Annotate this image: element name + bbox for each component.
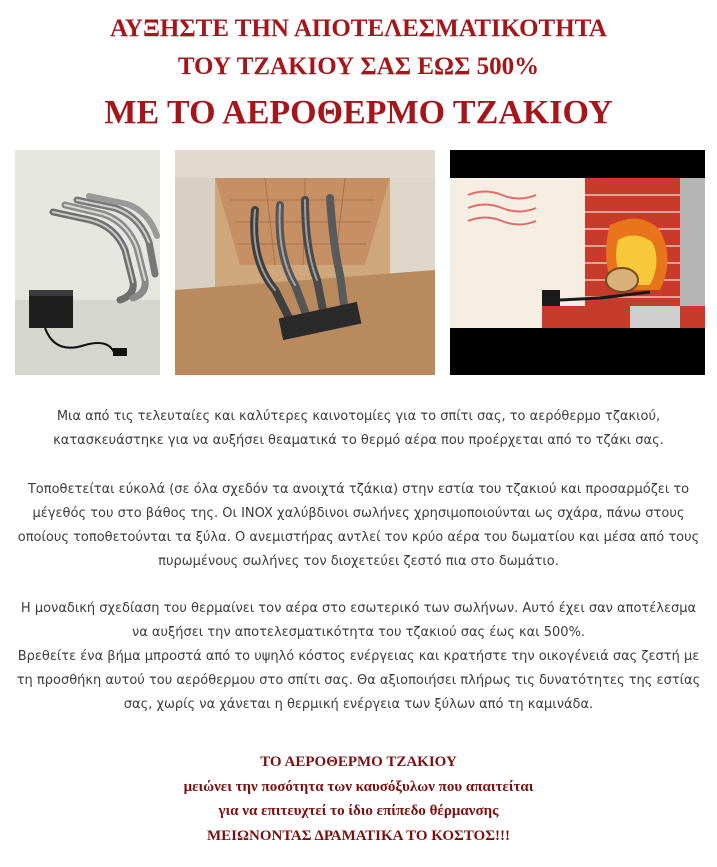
headline-line-2: ΤΟΥ ΤΖΑΚΙΟΥ ΣΑΣ ΕΩΣ 500% xyxy=(177,53,540,80)
body-paragraph-2: Τοποθετείται εύκολά (σε όλα σχεδόν τα ανοιχτά τζάκια) στην εστία του τζακιού και προσαρμόζει το μέγεθός του στο βάθος της. Οι INOX χαλύβδινοι σωλήνες χρησιμοποιούνται ως σχάρα, πάνω στους οποίους τοποθετούνται τα ξύλα. Ο ανεμιστήρας αντλεί τον κρύο αέρα του δωματίου και μέσα από τους πυρωμένους σωλήνες τον διοχετεύει ζεστό πια στο δωμάτιο. xyxy=(17,482,700,569)
closing-line-1: ΤΟ ΑΕΡΟΘΕΡΜΟ ΤΖΑΚΙΟΥ xyxy=(260,754,457,770)
closing-statement xyxy=(0,750,717,848)
fireplace-heater-product-photo xyxy=(15,150,160,375)
body-paragraph-3b: Βρεθείτε ένα βήμα μπροστά από το υψηλό κόστος ενέργειας και κρατήστε την οικογένειά σας ζεστή με τη προσθήκη αυτού του αερόθερμου στο σπίτι σας. Θα αξιοποιήσει πλήρως τις δυνατότητες της εστίας σας, χωρίς να χάνεται η θερμική ενέργεια των ξύλων από τη καμινάδα. xyxy=(16,649,701,712)
fireplace-airflow-diagram-photo xyxy=(450,150,705,375)
body-paragraph-1: Μια από τις τελευταίες και καλύτερες καινοτομίες για το σπίτι σας, το αερόθερμο τζακιού, κατασκευάστηκε για να αυξήσει θεαματικά το θερμό αέρα που προέρχεται από το τζάκι σας. xyxy=(53,409,664,448)
body-paragraph-3a: Η μοναδική σχεδίαση του θερμαίνει τον αέρα στο εσωτερικό των σωλήνων. Αυτό έχει σαν αποτέλεσμα να αυξήσει την αποτελεσματικότητα του τζακιού σας έως και 500%. xyxy=(20,601,697,640)
installed-fireplace-heater-photo xyxy=(175,150,435,375)
headline-line-1: ΑΥΞΗΣΤΕ ΤΗΝ ΑΠΟΤΕΛΕΣΜΑΤΙΚΟΤΗΤΑ xyxy=(110,15,607,42)
headline-line-3: ΜΕ ΤΟ ΑΕΡΟΘΕΡΜΟ ΤΖΑΚΙΟΥ xyxy=(104,94,613,131)
closing-line-2: μειώνει την ποσότητα των καυσόξυλων που απαιτείται xyxy=(183,778,534,795)
closing-line-4: ΜΕΙΩΝΟΝΤΑΣ ΔΡΑΜΑΤΙΚΑ ΤΟ ΚΟΣΤΟΣ!!! xyxy=(206,827,511,844)
body-paragraph-3 xyxy=(12,597,705,717)
closing-line-3: για να επιτευχτεί το ίδιο επίπεδο θέρμανσης xyxy=(218,803,499,819)
